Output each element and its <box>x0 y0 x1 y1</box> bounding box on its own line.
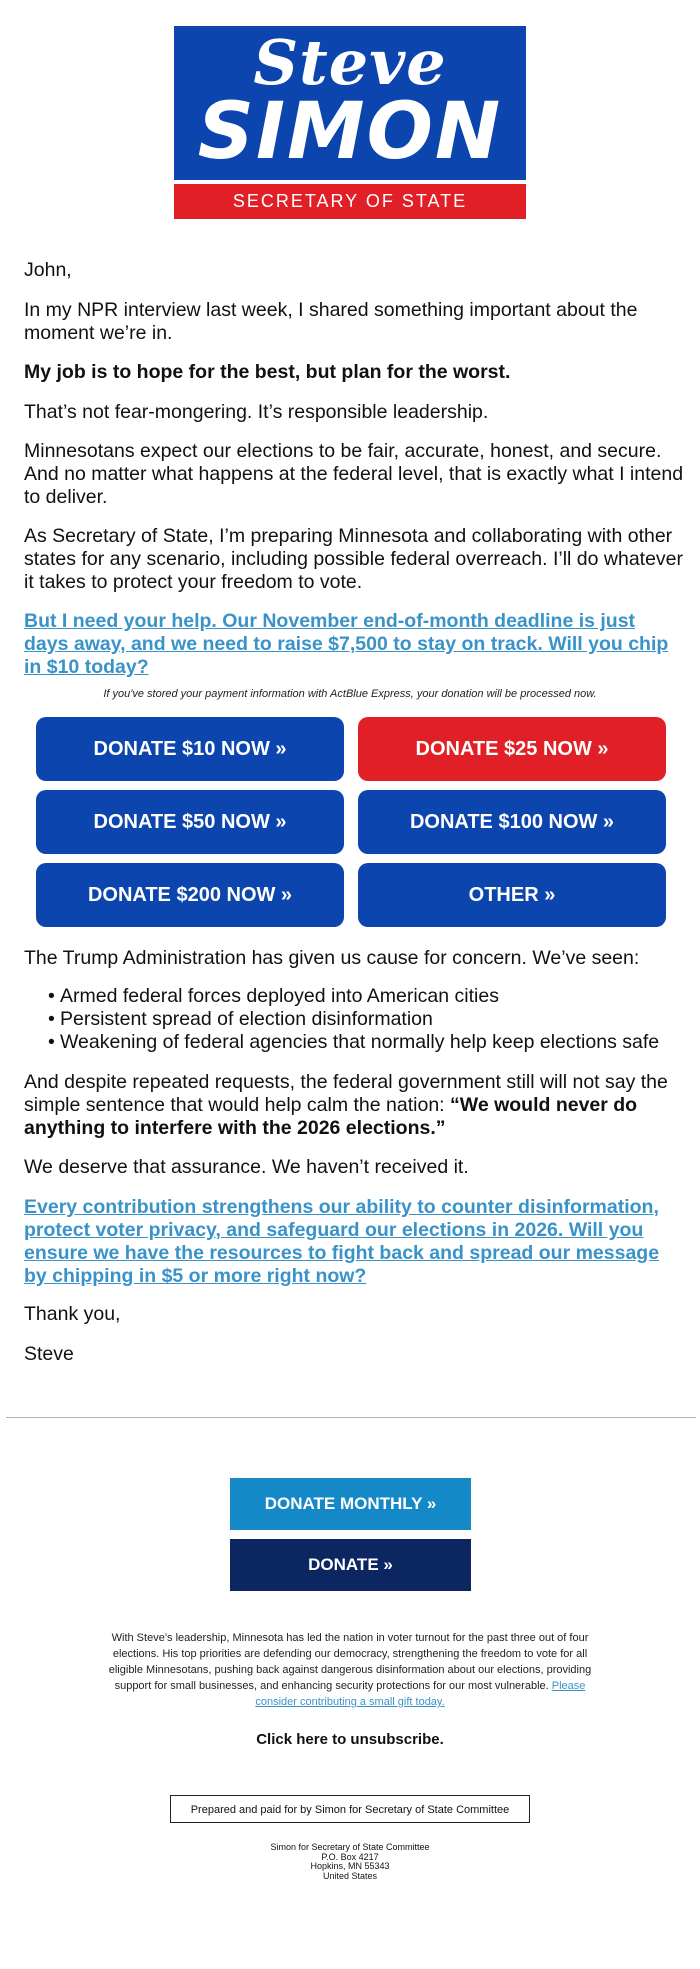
donate-monthly-button[interactable]: DONATE MONTHLY » <box>230 1478 471 1530</box>
campaign-logo <box>174 26 526 219</box>
paragraph-assurance: We deserve that assurance. We haven’t received it. <box>24 1156 469 1178</box>
list-item: • Armed federal forces deployed into American cities <box>48 985 499 1007</box>
greeting: John, <box>24 259 72 281</box>
interference-quote: “We would never do anything to interfere with the 2026 elections.” <box>24 1094 638 1139</box>
paragraph-npr-interview: In my NPR interview last week, I shared something important about the moment we’re in. <box>24 299 638 344</box>
donate-200-button[interactable]: DONATE $200 NOW » <box>36 863 344 927</box>
address-line: Hopkins, MN 55343 <box>310 1861 390 1871</box>
donation-appeal-link[interactable]: But I need your help. Our November end-of-month deadline is just days away, and we need to raise $7,500 to stay on track. Will you chip in $10 today? <box>24 610 669 678</box>
address-line: P.O. Box 4217 <box>321 1851 379 1862</box>
paragraph-secretary-of-state: As Secretary of State, I’m preparing Minnesota and collaborating with other states for any scenario, including possible federal overreach. I’ll do whatever it takes to protect your freedom to vote. <box>24 525 684 593</box>
logo-banner: SECRETARY OF STATE <box>174 184 526 219</box>
signature: Steve <box>24 1343 74 1365</box>
logo-blue-panel <box>174 26 526 180</box>
disclaimer-text: With Steve’s leadership, Minnesota has led the nation in voter turnout for the past three out of four elections. His top priorities are defending our democracy, strengthening the freedom to vote for all eligible Minnesotans, pushing back against dangerous disinformation about our elections, providing support for small businesses, and enhancing security protections for our most vulnerable. <box>108 1632 592 1692</box>
address-line: United States <box>322 1870 378 1881</box>
logo-last-name: SIMON <box>197 87 503 177</box>
paragraph-key-statement: My job is to hope for the best, but plan for the worst. <box>24 361 511 383</box>
small-gift-link[interactable]: Please consider contributing a small gift today. <box>255 1680 586 1708</box>
paid-for-box: Prepared and paid for by Simon for Secretary of State Committee <box>170 1795 530 1823</box>
list-item: • Weakening of federal agencies that normally help keep elections safe <box>48 1031 660 1053</box>
paragraph-responsible-leadership: That’s not fear-mongering. It’s responsible leadership. <box>24 401 489 423</box>
paragraph-minnesotans-expect: Minnesotans expect our elections to be fair, accurate, honest, and secure. And no matter what happens at the federal level, that is exactly what I intend to deliver. <box>24 440 684 508</box>
footer-disclaimer <box>100 1630 600 1710</box>
list-item: • Persistent spread of election disinformation <box>48 1008 433 1030</box>
mailing-address <box>0 1843 700 1881</box>
unsubscribe-link[interactable]: Click here to unsubscribe. <box>256 1731 444 1748</box>
donate-50-button[interactable]: DONATE $50 NOW » <box>36 790 344 854</box>
paragraph-administration-concern: The Trump Administration has given us cause for concern. We’ve seen: <box>24 947 640 969</box>
donate-button[interactable]: DONATE » <box>230 1539 471 1591</box>
logo-first-name: Steve <box>253 26 447 99</box>
signoff: Thank you, <box>24 1303 121 1325</box>
actblue-express-note: If you've stored your payment information with ActBlue Express, your donation will be processed now. <box>103 688 597 700</box>
footer-divider <box>6 1417 696 1418</box>
donate-other-button[interactable]: OTHER » <box>358 863 666 927</box>
donate-100-button[interactable]: DONATE $100 NOW » <box>358 790 666 854</box>
repeated-requests-text: And despite repeated requests, the federal government still will not say the simple sentence that would help calm the nation: <box>24 1071 668 1116</box>
paragraph-repeated-requests <box>24 1071 684 1140</box>
concerns-list <box>48 985 698 1054</box>
donate-10-button[interactable]: DONATE $10 NOW » <box>36 717 344 781</box>
address-line: Simon for Secretary of State Committee <box>270 1842 430 1852</box>
donate-25-button[interactable]: DONATE $25 NOW » <box>358 717 666 781</box>
contribution-appeal-link[interactable]: Every contribution strengthens our ability to counter disinformation, protect voter privacy, and safeguard our elections in 2026. Will you ensure we have the resources to fight back and spread our message by chipping in $5 or more right now? <box>24 1196 660 1287</box>
